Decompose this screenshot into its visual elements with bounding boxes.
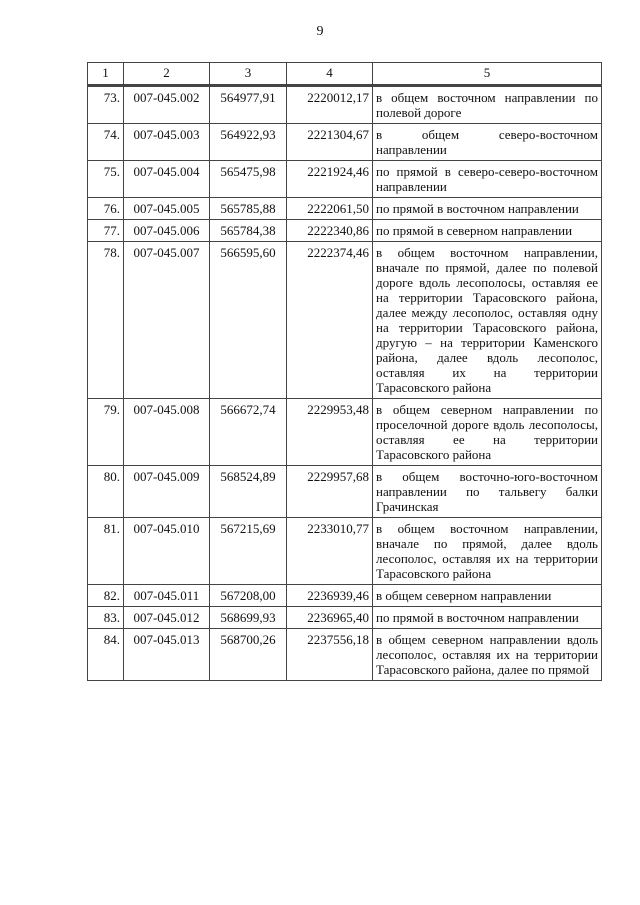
point-code: 007-045.006 bbox=[124, 220, 210, 242]
row-number: 77. bbox=[88, 220, 124, 242]
coordinate-x: 566595,60 bbox=[210, 242, 287, 399]
table-row bbox=[88, 466, 602, 518]
table-row bbox=[88, 585, 602, 607]
table-row bbox=[88, 607, 602, 629]
table-row bbox=[88, 124, 602, 161]
point-code: 007-045.009 bbox=[124, 466, 210, 518]
table-row bbox=[88, 518, 602, 585]
coordinate-x: 565785,88 bbox=[210, 198, 287, 220]
point-code: 007-045.010 bbox=[124, 518, 210, 585]
coordinate-y: 2222374,46 bbox=[287, 242, 373, 399]
boundary-description: в общем северном направлении по проселочной дороге вдоль лесополосы, оставляя ее на территории Тарасовского района bbox=[373, 399, 602, 466]
row-number: 81. bbox=[88, 518, 124, 585]
coordinate-y: 2222061,50 bbox=[287, 198, 373, 220]
table-row bbox=[88, 86, 602, 124]
point-code: 007-045.004 bbox=[124, 161, 210, 198]
coordinate-y: 2220012,17 bbox=[287, 86, 373, 124]
point-code: 007-045.008 bbox=[124, 399, 210, 466]
point-code: 007-045.007 bbox=[124, 242, 210, 399]
header-col-5: 5 bbox=[373, 63, 602, 86]
coordinate-x: 564977,91 bbox=[210, 86, 287, 124]
boundary-description: в общем восточном направлении по полевой дороге bbox=[373, 86, 602, 124]
header-col-4: 4 bbox=[287, 63, 373, 86]
boundary-description: в общем восточном направлении, вначале по прямой, далее вдоль лесополос, оставляя их на территории Тарасовского района bbox=[373, 518, 602, 585]
coordinate-x: 566672,74 bbox=[210, 399, 287, 466]
coordinate-y: 2221304,67 bbox=[287, 124, 373, 161]
point-code: 007-045.005 bbox=[124, 198, 210, 220]
coordinate-x: 568700,26 bbox=[210, 629, 287, 681]
row-number: 76. bbox=[88, 198, 124, 220]
point-code: 007-045.013 bbox=[124, 629, 210, 681]
boundary-description: в общем северном направлении вдоль лесополос, оставляя их на территории Тарасовского района, далее по прямой bbox=[373, 629, 602, 681]
row-number: 74. bbox=[88, 124, 124, 161]
boundary-description: в общем северном направлении bbox=[373, 585, 602, 607]
row-number: 78. bbox=[88, 242, 124, 399]
coordinate-y: 2229953,48 bbox=[287, 399, 373, 466]
boundary-points-table bbox=[87, 62, 602, 681]
coordinate-x: 568524,89 bbox=[210, 466, 287, 518]
coordinate-x: 564922,93 bbox=[210, 124, 287, 161]
coordinate-y: 2229957,68 bbox=[287, 466, 373, 518]
coordinate-x: 568699,93 bbox=[210, 607, 287, 629]
header-col-3: 3 bbox=[210, 63, 287, 86]
coordinate-y: 2221924,46 bbox=[287, 161, 373, 198]
table-body bbox=[88, 86, 602, 681]
header-col-2: 2 bbox=[124, 63, 210, 86]
row-number: 82. bbox=[88, 585, 124, 607]
point-code: 007-045.003 bbox=[124, 124, 210, 161]
point-code: 007-045.002 bbox=[124, 86, 210, 124]
table-row bbox=[88, 399, 602, 466]
table-row bbox=[88, 198, 602, 220]
coordinate-x: 565475,98 bbox=[210, 161, 287, 198]
coordinate-y: 2236965,40 bbox=[287, 607, 373, 629]
coordinate-x: 567215,69 bbox=[210, 518, 287, 585]
table-header-row bbox=[88, 63, 602, 86]
point-code: 007-045.011 bbox=[124, 585, 210, 607]
boundary-description: по прямой в северном направлении bbox=[373, 220, 602, 242]
boundary-description: по прямой в восточном направлении bbox=[373, 198, 602, 220]
row-number: 73. bbox=[88, 86, 124, 124]
row-number: 84. bbox=[88, 629, 124, 681]
row-number: 80. bbox=[88, 466, 124, 518]
row-number: 75. bbox=[88, 161, 124, 198]
table-row bbox=[88, 242, 602, 399]
boundary-description: по прямой в северо-северо-восточном направлении bbox=[373, 161, 602, 198]
boundary-description: в общем северо-восточном направлении bbox=[373, 124, 602, 161]
boundary-description: по прямой в восточном направлении bbox=[373, 607, 602, 629]
coordinate-y: 2222340,86 bbox=[287, 220, 373, 242]
coordinate-y: 2236939,46 bbox=[287, 585, 373, 607]
boundary-description: в общем восточно-юго-восточном направлении по тальвегу балки Грачинская bbox=[373, 466, 602, 518]
table-row bbox=[88, 220, 602, 242]
coordinate-y: 2233010,77 bbox=[287, 518, 373, 585]
boundary-description: в общем восточном направлении, вначале по прямой, далее по полевой дороге вдоль лесополосы, оставляя ее на территории Тарасовского района, далее между лесополос, оставляя одну на территории Тарасовского района, другую – на территории Каменского района, далее вдоль лесополос, оставляя их на территории Тарасовского района bbox=[373, 242, 602, 399]
header-col-1: 1 bbox=[88, 63, 124, 86]
coordinate-y: 2237556,18 bbox=[287, 629, 373, 681]
point-code: 007-045.012 bbox=[124, 607, 210, 629]
table-row bbox=[88, 161, 602, 198]
coordinate-x: 565784,38 bbox=[210, 220, 287, 242]
table-row bbox=[88, 629, 602, 681]
coordinate-x: 567208,00 bbox=[210, 585, 287, 607]
page-number: 9 bbox=[316, 24, 324, 39]
row-number: 83. bbox=[88, 607, 124, 629]
row-number: 79. bbox=[88, 399, 124, 466]
